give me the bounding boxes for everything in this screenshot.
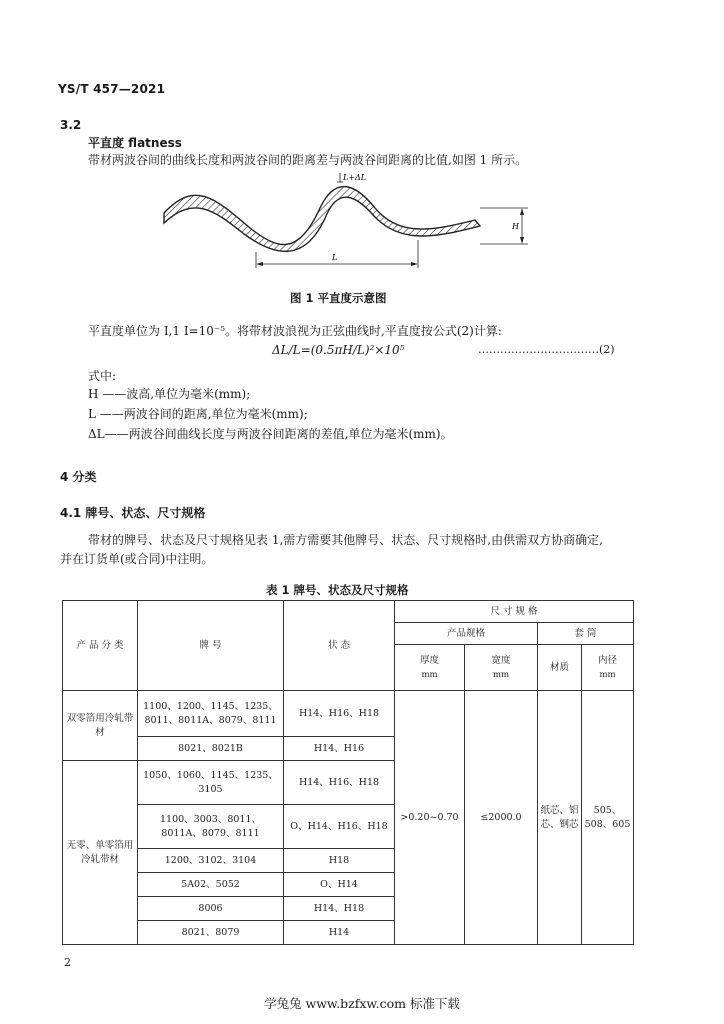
alloy-cell: 1100、1200、1145、1235、8011、8011A、8079、8111 xyxy=(138,691,284,737)
temper-cell: H14、H16、H18 xyxy=(284,691,395,737)
alloy-cell: 1050、1060、1145、1235、3105 xyxy=(138,761,284,805)
where-label: 式中: xyxy=(88,369,117,383)
clause-3-2-number: 3.2 xyxy=(60,118,82,132)
header-temper: 状 态 xyxy=(284,601,395,691)
variable-l: L ——两波谷间的距离,单位为毫米(mm); xyxy=(88,407,308,421)
section-4-1-para-line2: 并在订货单(或合同)中注明。 xyxy=(60,552,214,566)
sleeve-inner-dia: 505、508、605 xyxy=(582,691,634,945)
figure-1-caption: 图 1 平直度示意图 xyxy=(290,291,387,305)
section-4-1-para-line1: 带材的牌号、状态及尺寸规格见表 1,需方需要其他牌号、状态、尺寸规格时,由供需双方协商确定, xyxy=(88,533,603,547)
formula-number: ……………………………(2) xyxy=(478,343,615,356)
header-thickness: 厚度 mm xyxy=(395,645,465,691)
alloy-cell: 8021、8021B xyxy=(138,737,284,761)
header-inner-dia: 内径 mm xyxy=(582,645,634,691)
alloy-cell: 1100、3003、8011、8011A、8079、8111 xyxy=(138,805,284,849)
group-category: 无零、单零箔用冷轧带材 xyxy=(63,761,138,945)
header-sleeve: 套 筒 xyxy=(538,623,634,645)
flatness-diagram xyxy=(150,168,540,272)
header-width: 宽度 mm xyxy=(465,645,538,691)
temper-cell: H14、H16 xyxy=(284,737,395,761)
flatness-formula: ΔL/L=(0.5πH/L)²×10⁵ xyxy=(272,343,405,357)
alloy-cell: 8006 xyxy=(138,897,284,921)
strip-wave xyxy=(164,187,480,252)
table-1 xyxy=(62,600,634,945)
alloy-cell: 1200、3102、3104 xyxy=(138,849,284,873)
page-number: 2 xyxy=(64,956,71,969)
table-1-caption: 表 1 牌号、状态及尺寸规格 xyxy=(266,583,409,597)
label-l: L xyxy=(332,253,338,262)
section-4-title: 4 分类 xyxy=(60,470,97,484)
temper-cell: H18 xyxy=(284,849,395,873)
temper-cell: H14、H18 xyxy=(284,897,395,921)
label-h: H xyxy=(512,222,519,231)
alloy-cell: 5A02、5052 xyxy=(138,873,284,897)
footer-watermark[interactable]: 学兔兔 www.bzfxw.com 标准下载 xyxy=(264,996,460,1011)
temper-cell: O、H14、H16、H18 xyxy=(284,805,395,849)
variable-h: H ——波高,单位为毫米(mm); xyxy=(88,387,251,401)
clause-3-2-term: 平直度 flatness xyxy=(88,136,182,150)
group-category: 双零箔用冷轧带材 xyxy=(63,691,138,761)
width-range: ≤2000.0 xyxy=(465,691,538,945)
temper-cell: O、H14 xyxy=(284,873,395,897)
alloy-cell: 8021、8079 xyxy=(138,921,284,945)
header-size: 尺 寸 规 格 xyxy=(395,601,634,623)
table-row xyxy=(63,691,634,737)
header-material: 材质 xyxy=(538,645,582,691)
header-product-spec: 产品规格 xyxy=(395,623,538,645)
variable-delta-l: ΔL——两波谷间曲线长度与两波谷间距离的差值,单位为毫米(mm)。 xyxy=(88,427,453,441)
flatness-unit-line: 平直度单位为 I,1 I=10⁻⁵。将带材波浪视为正弦曲线时,平直度按公式(2)计算: xyxy=(88,324,502,338)
temper-cell: H14 xyxy=(284,921,395,945)
header-category: 产 品 分 类 xyxy=(63,601,138,691)
header-alloy: 牌 号 xyxy=(138,601,284,691)
sleeve-material: 纸芯、铝芯、钢芯 xyxy=(538,691,582,945)
clause-3-2-definition: 带材两波谷间的曲线长度和两波谷间的距离差与两波谷间距离的比值,如图 1 所示。 xyxy=(88,153,528,167)
label-l-plus-delta: L+ΔL xyxy=(343,173,367,182)
standard-code: YS/T 457—2021 xyxy=(58,82,166,96)
temper-cell: H14、H16、H18 xyxy=(284,761,395,805)
thickness-range: >0.20~0.70 xyxy=(395,691,465,945)
section-4-1-title: 4.1 牌号、状态、尺寸规格 xyxy=(60,506,206,520)
